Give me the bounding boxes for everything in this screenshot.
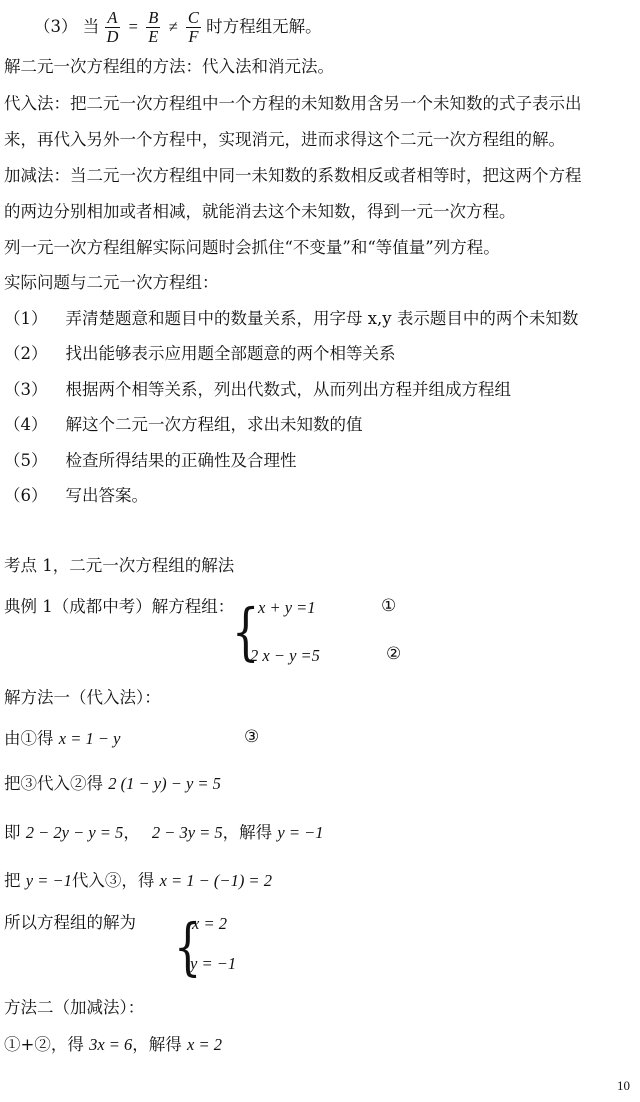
step-item: （1） 弄清楚题意和题目中的数量关系，用字母 x,y 表示题目中的两个未知数 bbox=[4, 309, 579, 328]
example-label: 典例 1（成都中考）解方程组： bbox=[4, 597, 235, 616]
fraction-a-d: $\frac{A}{D}$ bbox=[106, 8, 119, 46]
paragraph-line: 解二元一次方程组的方法：代入法和消元法。 bbox=[4, 57, 334, 76]
left-brace-icon: { bbox=[231, 595, 260, 668]
step-item: （5） 检查所得结果的正确性及合理性 bbox=[4, 451, 297, 470]
method1-line1: 由①得 x = 1 − y bbox=[4, 729, 121, 748]
condition-suffix: 时方程组无解。 bbox=[206, 17, 322, 36]
equation-1: x + y =1 bbox=[258, 598, 316, 617]
step-item: （4） 解这个二元一次方程组，求出未知数的值 bbox=[4, 415, 363, 434]
paragraph-line: 的两边分别相加或者相减，就能消去这个未知数，得到一元一次方程。 bbox=[4, 202, 516, 221]
equation-1-mark: ① bbox=[381, 596, 397, 616]
left-brace-icon: { bbox=[173, 910, 202, 983]
equation-2-mark: ② bbox=[386, 644, 402, 664]
page-number: 10 bbox=[617, 1078, 630, 1093]
method1-line2: 把③代入②得 2 (1 − y) − y = 5 bbox=[4, 774, 221, 793]
condition-number: （3） bbox=[34, 17, 78, 36]
solution-label: 所以方程组的解为 bbox=[4, 913, 136, 932]
section-heading: 考点 1，二元一次方程组的解法 bbox=[4, 556, 235, 575]
step-item: （6） 写出答案。 bbox=[4, 486, 148, 505]
paragraph-line: 列一元一次方程组解实际问题时会抓住“不变量”和“等值量”列方程。 bbox=[4, 238, 500, 257]
fraction-b-e: $\frac{B}{E}$ bbox=[148, 8, 159, 46]
method2-title: 方法二（加减法）： bbox=[4, 998, 145, 1017]
solution-x: x = 2 bbox=[192, 914, 227, 933]
step-item: （3） 根据两个相等关系，列出代数式，从而列出方程并组成方程组 bbox=[4, 380, 511, 399]
condition-3: （3） 当 $\frac{A}{D}$ = $\frac{B}{E}$ ≠ $\frac{C}{F}$ 时方程组无解。 bbox=[34, 8, 322, 46]
equation-3-mark: ③ bbox=[244, 727, 260, 747]
method2-line1: ①+②，得 3x = 6，解得 x = 2 bbox=[4, 1035, 223, 1054]
method1-title: 解方法一（代入法）： bbox=[4, 688, 161, 707]
condition-when: 当 bbox=[82, 17, 100, 36]
paragraph-line: 来，再代入另外一个方程中，实现消元，进而求得这个二元一次方程组的解。 bbox=[4, 130, 565, 149]
paragraph-line: 加减法：当二元一次方程组中同一未知数的系数相反或者相等时，把这两个方程 bbox=[4, 166, 582, 185]
method1-line4: 把 y = −1代入③，得 x = 1 − (−1) = 2 bbox=[4, 871, 272, 890]
paragraph-line: 代入法：把二元一次方程组中一个方程的未知数用含另一个未知数的式子表示出 bbox=[4, 94, 582, 113]
method1-line3: 即 2 − 2y − y = 5， 2 − 3y = 5，解得 y = −1 bbox=[4, 823, 324, 842]
solution-y: y = −1 bbox=[190, 954, 237, 973]
fraction-c-f: $\frac{C}{F}$ bbox=[187, 8, 199, 46]
equation-2: 2 x − y =5 bbox=[250, 646, 320, 665]
paragraph-line: 实际问题与二元一次方程组： bbox=[4, 273, 219, 292]
step-item: （2） 找出能够表示应用题全部题意的两个相等关系 bbox=[4, 344, 396, 363]
